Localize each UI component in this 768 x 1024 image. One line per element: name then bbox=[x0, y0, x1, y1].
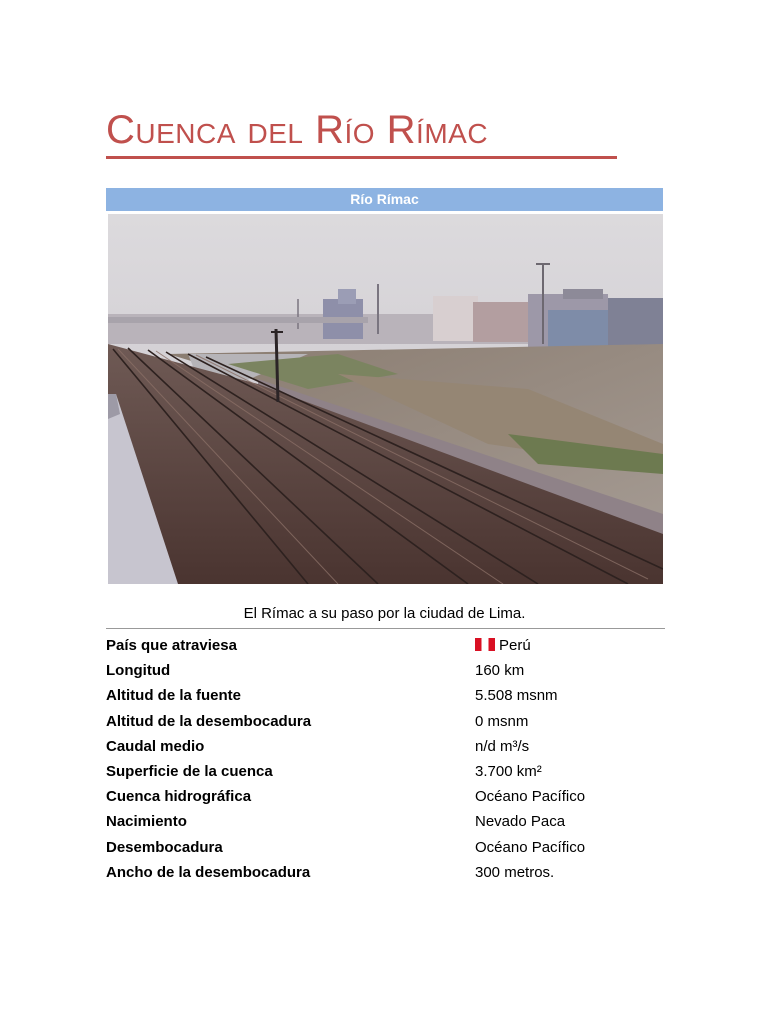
infobox-header: Río Rímac bbox=[106, 188, 663, 211]
table-row bbox=[106, 860, 665, 885]
row-label: Desembocadura bbox=[106, 838, 223, 856]
title-underline bbox=[106, 156, 617, 159]
row-value: Nevado Paca bbox=[475, 813, 566, 831]
table-row bbox=[106, 835, 665, 860]
caption-divider bbox=[106, 628, 665, 629]
row-value: 300 metros. bbox=[475, 863, 555, 881]
row-label: Caudal medio bbox=[106, 737, 205, 755]
row-label: País que atraviesa bbox=[106, 637, 237, 655]
row-value: 160 km bbox=[475, 662, 525, 680]
country-value: Perú bbox=[499, 637, 531, 655]
table-row bbox=[106, 734, 665, 759]
table-row bbox=[106, 809, 665, 834]
row-value bbox=[473, 633, 665, 658]
row-value: Océano Pacífico bbox=[475, 788, 586, 806]
table-row bbox=[106, 633, 665, 658]
table-row bbox=[106, 683, 665, 708]
row-label: Altitud de la fuente bbox=[106, 687, 241, 705]
row-label: Superficie de la cuenca bbox=[106, 763, 273, 781]
river-info-table bbox=[106, 633, 665, 885]
row-value: Océano Pacífico bbox=[475, 838, 586, 856]
page-title: Cuenca del Río Rímac bbox=[106, 108, 489, 152]
river-photo bbox=[108, 214, 663, 584]
row-label: Cuenca hidrográfica bbox=[106, 788, 252, 806]
table-row bbox=[106, 759, 665, 784]
table-row bbox=[106, 658, 665, 683]
peru-flag-icon bbox=[475, 638, 495, 651]
table-row bbox=[106, 709, 665, 734]
row-value: 3.700 km² bbox=[475, 763, 542, 781]
row-value: n/d m³/s bbox=[475, 737, 530, 755]
row-value: 5.508 msnm bbox=[475, 687, 558, 705]
row-label: Nacimiento bbox=[106, 813, 187, 831]
row-label: Altitud de la desembocadura bbox=[106, 712, 312, 730]
table-row bbox=[106, 784, 665, 809]
row-label: Longitud bbox=[106, 662, 171, 680]
row-value: 0 msnm bbox=[475, 712, 529, 730]
row-label: Ancho de la desembocadura bbox=[106, 863, 311, 881]
photo-caption: El Rímac a su paso por la ciudad de Lima. bbox=[243, 605, 526, 622]
